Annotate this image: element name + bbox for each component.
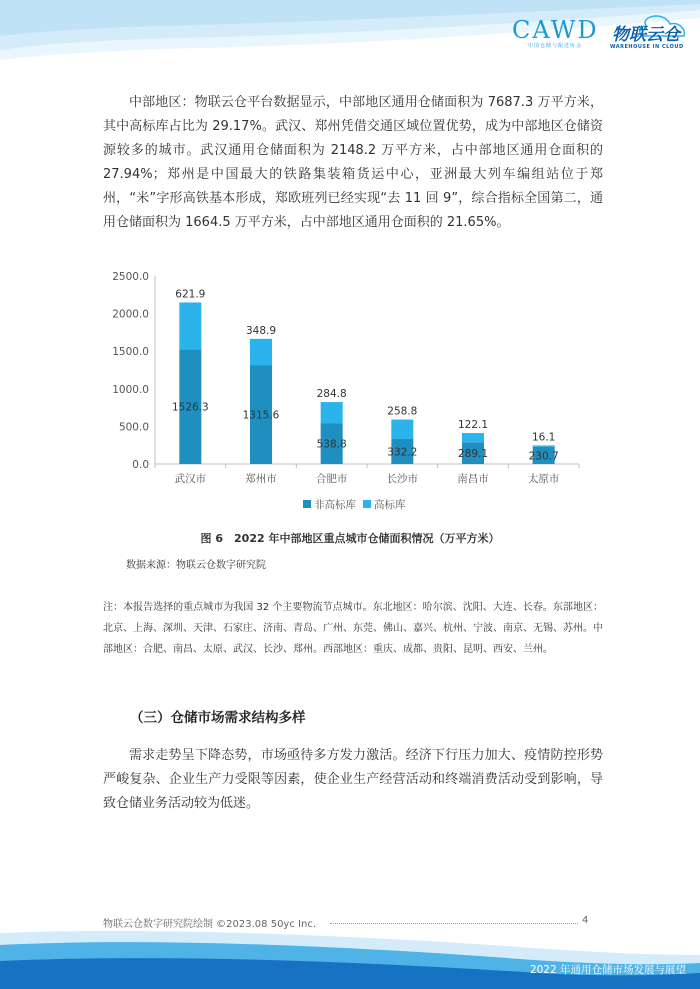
cawd-logo bbox=[512, 16, 598, 49]
cawd-logo-text: CAWD bbox=[512, 16, 599, 44]
data-label-non-high-standard: 289.1 bbox=[457, 448, 489, 461]
x-category-label: 南昌市 bbox=[457, 473, 489, 485]
data-label-high-standard: 621.9 bbox=[175, 288, 206, 301]
wic-logo-subtext: WAREHOUSE IN CLOUD bbox=[610, 44, 684, 50]
data-label-non-high-standard: 538.8 bbox=[316, 438, 347, 451]
data-label-non-high-standard: 1315.6 bbox=[242, 409, 280, 422]
figure-caption: 图 6 2022 年中部地区重点城市仓储面积情况（万平方米） bbox=[200, 532, 500, 545]
y-tick-label: 1500.0 bbox=[112, 346, 149, 359]
data-label-non-high-standard: 230.7 bbox=[528, 450, 559, 463]
bar-high-standard bbox=[179, 302, 201, 349]
y-tick-label: 500.0 bbox=[118, 421, 149, 434]
data-label-high-standard: 258.8 bbox=[387, 405, 418, 418]
footer-wave-band bbox=[0, 925, 700, 989]
bar-high-standard bbox=[321, 402, 343, 423]
bar-high-standard bbox=[250, 339, 272, 365]
stacked-bar-chart bbox=[103, 262, 603, 522]
legend-swatch bbox=[303, 500, 311, 508]
data-label-non-high-standard: 332.2 bbox=[387, 446, 418, 459]
paragraph-central-region: 中部地区：物联云仓平台数据显示，中部地区通用仓储面积为 7687.3 万平方米，其中高标库占比为 29.17%。武汉、郑州凭借交通区域位置优势，成为中部地区仓储资源较多的城市。武汉通用仓储面积为 2148.2 万平方米，占中部地区通用仓面积的 27.94%；郑州是中国最大的铁路集装箱货运中心，亚洲最大列车编组站位于郑州，“米”字形高铁基本形成，郑欧班列已经实现“去 11 回 9”，综合指标全国第二，通用仓储面积为 1664.5 万平方米，占中部地区通用仓面积的 21.65%。 bbox=[103, 95, 603, 230]
footnote: 注：本报告选择的重点城市为我国 32 个主要物流节点城市。东北地区：哈尔滨、沈阳、大连、长春。东部地区：北京、上海、深圳、天津、石家庄、济南、青岛、广州、东莞、佛山、嘉兴、杭州、宁波、南京、无锡、苏州。中部地区：合肥、南昌、太原、武汉、长沙、郑州。西部地区：重庆、成都、贵阳、昆明、西安、兰州。 bbox=[103, 602, 603, 656]
bar-high-standard bbox=[462, 433, 484, 442]
paragraph-demand: 需求走势呈下降态势，市场亟待多方发力激活。经济下行压力加大、疫情防控形势严峻复杂、企业生产力受限等因素，使企业生产经营活动和终端消费活动受到影响，导致仓储业务活动较为低迷。 bbox=[103, 748, 603, 811]
y-tick-label: 1000.0 bbox=[112, 383, 149, 396]
x-category-label: 长沙市 bbox=[386, 473, 419, 485]
data-label-high-standard: 122.1 bbox=[457, 419, 489, 432]
page-number: 4 bbox=[582, 915, 589, 926]
x-category-label: 郑州市 bbox=[245, 473, 277, 485]
warehouse-in-cloud-logo bbox=[608, 14, 692, 58]
bar-high-standard bbox=[533, 445, 555, 446]
footer-credit: 物联云仓数字研究院绘制 ©2023.08 50yc Inc. bbox=[103, 919, 316, 930]
data-label-high-standard: 284.8 bbox=[316, 388, 347, 401]
y-tick-label: 0.0 bbox=[132, 459, 149, 471]
section-title: （三）仓储市场需求结构多样 bbox=[130, 710, 306, 726]
x-category-label: 合肥市 bbox=[315, 473, 348, 485]
cawd-logo-subtext: 中国仓储与配送协会 bbox=[527, 43, 582, 49]
data-label-high-standard: 348.9 bbox=[245, 324, 277, 337]
data-label-high-standard: 16.1 bbox=[531, 431, 556, 444]
data-label-non-high-standard: 1526.3 bbox=[171, 401, 209, 414]
y-tick-label: 2000.0 bbox=[112, 308, 149, 321]
y-tick-label: 2500.0 bbox=[112, 271, 149, 283]
data-source: 数据来源：物联云仓数字研究院 bbox=[126, 560, 266, 571]
x-category-label: 太原市 bbox=[527, 473, 560, 485]
wic-logo-text: 物联云仓 bbox=[612, 25, 680, 45]
chart-svg bbox=[103, 262, 603, 522]
document-title: 2022 年通用仓储市场发展与展望 bbox=[529, 964, 686, 976]
x-category-label: 武汉市 bbox=[174, 473, 207, 485]
footer-dotted-rule bbox=[330, 923, 578, 924]
legend-swatch bbox=[363, 500, 371, 508]
bar-high-standard bbox=[391, 420, 413, 439]
legend-label: 高标库 bbox=[374, 499, 406, 511]
legend-label: 非高标库 bbox=[314, 499, 356, 511]
